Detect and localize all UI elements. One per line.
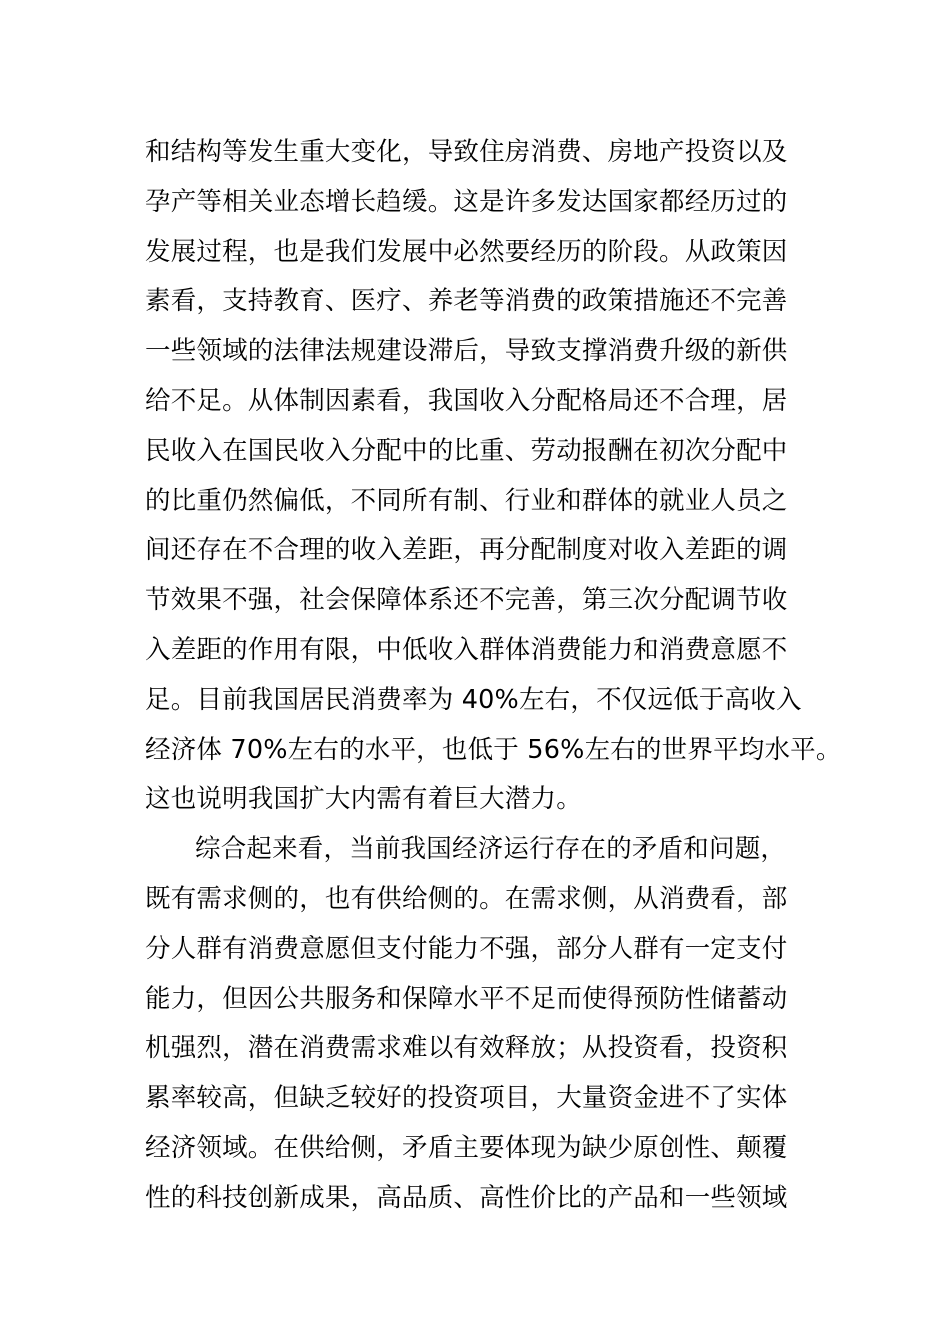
text-line: 足。目前我国居民消费率为 40%左右，不仅远低于高收入 [145,684,802,715]
text-line: 这也说明我国扩大内需有着巨大潜力。 [145,784,582,815]
text-line: 节效果不强，社会保障体系还不完善，第三次分配调节收 [145,585,788,616]
text-line: 给不足。从体制因素看，我国收入分配格局还不合理，居 [145,385,788,416]
text-line: 分人群有消费意愿但支付能力不强，部分人群有一定支付 [145,933,788,964]
text-line: 能力，但因公共服务和保障水平不足而使得预防性储蓄动 [145,983,788,1014]
text-line: 经济领域。在供给侧，矛盾主要体现为缺少原创性、颠覆 [145,1132,788,1163]
text-line: 一些领域的法律法规建设滞后，导致支撑消费升级的新供 [145,336,788,367]
text-line: 性的科技创新成果，高品质、高性价比的产品和一些领域 [145,1182,788,1213]
text-line: 经济体 70%左右的水平，也低于 56%左右的世界平均水平。 [145,734,842,765]
text-line: 和结构等发生重大变化，导致住房消费、房地产投资以及 [145,137,788,167]
text-line: 发展过程，也是我们发展中必然要经历的阶段。从政策因 [145,236,788,267]
text-line: 既有需求侧的，也有供给侧的。在需求侧，从消费看，部 [145,883,788,914]
text-line: 入差距的作用有限，中低收入群体消费能力和消费意愿不 [145,634,788,665]
document-body [145,128,842,1224]
text-line: 民收入在国民收入分配中的比重、劳动报酬在初次分配中 [145,435,788,466]
text-line: 机强烈，潜在消费需求难以有效释放；从投资看，投资积 [145,1033,788,1064]
paragraph-start-line: 综合起来看，当前我国经济运行存在的矛盾和问题， [195,834,787,865]
text-line: 孕产等相关业态增长趋缓。这是许多发达国家都经历过的 [145,186,788,217]
text-line: 的比重仍然偏低，不同所有制、行业和群体的就业人员之 [145,485,788,516]
text-line: 素看，支持教育、医疗、养老等消费的政策措施还不完善 [145,286,788,317]
text-line: 累率较高，但缺乏较好的投资项目，大量资金进不了实体 [145,1083,788,1114]
text-line: 间还存在不合理的收入差距，再分配制度对收入差距的调 [145,535,788,566]
